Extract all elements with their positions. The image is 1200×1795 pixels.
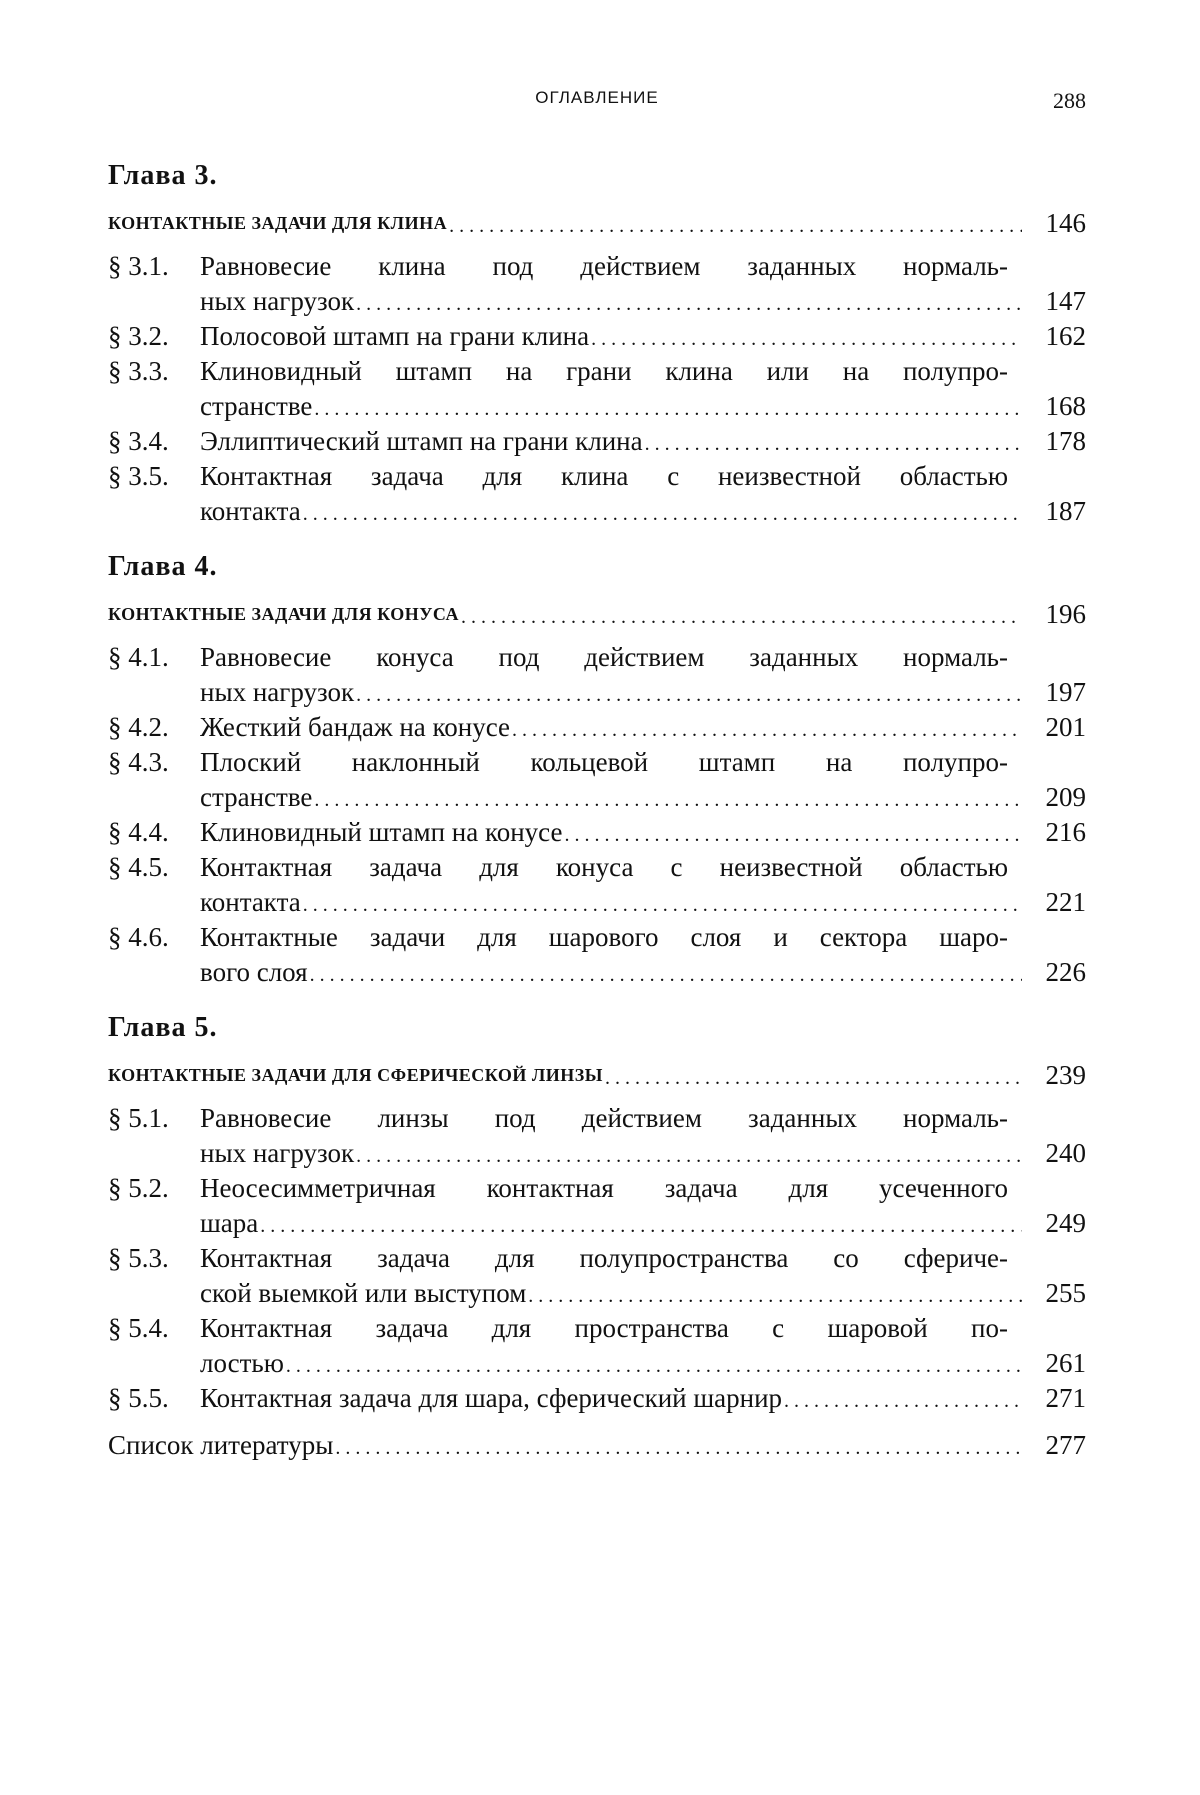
section-last-line[interactable]: [200, 1276, 1086, 1311]
section-number: § 5.4.: [108, 1313, 169, 1343]
section-continuation: [108, 1136, 1086, 1171]
section-entry[interactable]: [108, 850, 1086, 920]
dot-leader: [512, 715, 1022, 745]
section-last-line[interactable]: [200, 389, 1086, 424]
dot-leader: [286, 1351, 1022, 1381]
section-entry[interactable]: [108, 249, 1086, 319]
dot-leader: [303, 890, 1022, 920]
section-first-line: [108, 850, 1086, 885]
entry-page-number: 261: [1045, 1348, 1086, 1378]
section-number: § 4.1.: [108, 642, 169, 672]
dot-leader: [310, 960, 1022, 990]
section-entry[interactable]: [108, 710, 1086, 745]
section-first-line: [108, 640, 1086, 675]
entry-title: ных нагрузок: [200, 1138, 355, 1168]
entry-title: ных нагрузок: [200, 286, 355, 316]
entry-page-number: 249: [1045, 1208, 1086, 1238]
section-entry[interactable]: [108, 640, 1086, 710]
dot-leader: [591, 324, 1022, 354]
section-first-line: [108, 1171, 1086, 1206]
entry-page-number: 271: [1045, 1383, 1086, 1413]
section-single-line: [108, 815, 1086, 850]
dot-leader: [784, 1386, 1022, 1416]
entry-page-number: 201: [1045, 712, 1086, 742]
dot-leader: [356, 289, 1022, 319]
section-number: § 3.4.: [108, 426, 169, 456]
section-entry[interactable]: [108, 1101, 1086, 1171]
section-number: § 5.2.: [108, 1173, 169, 1203]
entry-title: шара: [200, 1208, 259, 1238]
section-title-line1: Равновесие клина под действием заданных нормаль-: [200, 251, 1008, 281]
section-last-line[interactable]: [200, 780, 1086, 815]
entry-title: Контактная задача для шара, сферический шарнир: [200, 1383, 783, 1413]
section-entry[interactable]: [108, 459, 1086, 529]
section-first-line: [108, 354, 1086, 389]
section-first-line: [108, 745, 1086, 780]
section-last-line[interactable]: [200, 494, 1086, 529]
section-title-line1: Равновесие конуса под действием заданных нормаль-: [200, 642, 1008, 672]
chapter-title-entry[interactable]: [108, 1058, 1086, 1093]
section-continuation: [108, 780, 1086, 815]
section-number: § 3.3.: [108, 356, 169, 386]
section-entry[interactable]: [108, 354, 1086, 424]
section-continuation: [108, 675, 1086, 710]
entry-title: КОНТАКТНЫЕ ЗАДАЧИ ДЛЯ КЛИНА: [108, 213, 448, 233]
section-number: § 5.1.: [108, 1103, 169, 1133]
entry-page-number: 255: [1045, 1278, 1086, 1308]
dot-leader: [303, 499, 1022, 529]
section-title-line1: Контактная задача для пространства с шаровой по-: [200, 1313, 1008, 1343]
entry-page-number: 209: [1045, 782, 1086, 812]
section-title-line1: Контактная задача для полупространства со сфериче-: [200, 1243, 1008, 1273]
entry-title: Полосовой штамп на грани клина: [200, 321, 590, 351]
section-single-line: [108, 710, 1086, 745]
section-last-line[interactable]: [200, 955, 1086, 990]
chapter-title-entry[interactable]: [108, 206, 1086, 241]
section-number: § 3.1.: [108, 251, 169, 281]
section-first-line: [108, 249, 1086, 284]
dot-leader: [449, 211, 1022, 241]
chapter-title-entry[interactable]: [108, 597, 1086, 632]
section-first-line: [108, 1241, 1086, 1276]
entry-page-number: 187: [1045, 496, 1086, 526]
entry-title: КОНТАКТНЫЕ ЗАДАЧИ ДЛЯ СФЕРИЧЕСКОЙ ЛИНЗЫ: [108, 1065, 603, 1085]
section-continuation: [108, 1346, 1086, 1381]
section-title-line1: Клиновидный штамп на грани клина или на полупро-: [200, 356, 1008, 386]
section-title-line1: Контактные задачи для шарового слоя и сектора шаро-: [200, 922, 1008, 952]
running-head: [108, 88, 1086, 118]
section-single-line: [108, 1381, 1086, 1416]
entry-title: Жесткий бандаж на конусе: [200, 712, 510, 742]
running-title: ОГЛАВЛЕНИЕ: [535, 88, 659, 107]
section-entry[interactable]: [108, 1171, 1086, 1241]
section-entry[interactable]: [108, 1381, 1086, 1416]
section-entry[interactable]: [108, 920, 1086, 990]
section-continuation: [108, 494, 1086, 529]
section-single-line: [108, 424, 1086, 459]
entry-title: Список литературы: [108, 1430, 334, 1460]
chapter-heading: Глава 5.: [108, 1012, 218, 1043]
entry-title: лостью: [200, 1348, 284, 1378]
section-first-line: [108, 920, 1086, 955]
section-continuation: [108, 284, 1086, 319]
section-entry[interactable]: [108, 1241, 1086, 1311]
dot-leader: [356, 680, 1022, 710]
entry-title: странстве: [200, 782, 313, 812]
section-number: § 3.5.: [108, 461, 169, 491]
page-number: 288: [1053, 88, 1086, 113]
section-continuation: [108, 1276, 1086, 1311]
dot-leader: [314, 394, 1022, 424]
section-continuation: [108, 885, 1086, 920]
section-number: § 5.5.: [108, 1383, 169, 1413]
entry-title: контакта: [200, 496, 301, 526]
literature-entry[interactable]: [108, 1428, 1086, 1463]
dot-leader: [645, 429, 1022, 459]
section-number: § 3.2.: [108, 321, 169, 351]
section-continuation: [108, 955, 1086, 990]
section-entry[interactable]: [108, 319, 1086, 354]
section-title-line1: Контактная задача для клина с неизвестной областью: [200, 461, 1008, 491]
dot-leader: [605, 1063, 1022, 1093]
entry-title: Эллиптический штамп на грани клина: [200, 426, 643, 456]
section-entry[interactable]: [108, 815, 1086, 850]
section-single-line: [108, 319, 1086, 354]
section-number: § 4.4.: [108, 817, 169, 847]
section-last-line[interactable]: [200, 1136, 1086, 1171]
entry-page-number: 277: [1045, 1430, 1086, 1460]
section-last-line[interactable]: [200, 1346, 1086, 1381]
dot-leader: [356, 1141, 1022, 1171]
section-last-line[interactable]: [200, 1206, 1086, 1241]
section-number: § 4.5.: [108, 852, 169, 882]
dot-leader: [461, 602, 1022, 632]
section-number: § 4.6.: [108, 922, 169, 952]
section-title-line1: Равновесие линзы под действием заданных нормаль-: [200, 1103, 1008, 1133]
dot-leader: [564, 820, 1022, 850]
section-first-line: [108, 459, 1086, 494]
entry-page-number: 168: [1045, 391, 1086, 421]
section-last-line[interactable]: [200, 885, 1086, 920]
section-first-line: [108, 1311, 1086, 1346]
section-entry[interactable]: [108, 1311, 1086, 1381]
dot-leader: [260, 1211, 1022, 1241]
entry-title: контакта: [200, 887, 301, 917]
section-first-line: [108, 1101, 1086, 1136]
section-continuation: [108, 389, 1086, 424]
chapter-heading: Глава 4.: [108, 551, 218, 582]
entry-title: Клиновидный штамп на конусе: [200, 817, 563, 847]
section-title-line1: Плоский наклонный кольцевой штамп на полупро-: [200, 747, 1008, 777]
dot-leader: [314, 785, 1022, 815]
section-number: § 4.2.: [108, 712, 169, 742]
section-last-line[interactable]: [200, 675, 1086, 710]
section-number: § 5.3.: [108, 1243, 169, 1273]
section-entry[interactable]: [108, 745, 1086, 815]
section-title-line1: Неосесимметричная контактная задача для усеченного: [200, 1173, 1008, 1203]
entry-page-number: 197: [1045, 677, 1086, 707]
table-of-contents: [108, 158, 1086, 1463]
section-entry[interactable]: [108, 424, 1086, 459]
entry-title: КОНТАКТНЫЕ ЗАДАЧИ ДЛЯ КОНУСА: [108, 604, 460, 624]
dot-leader: [335, 1433, 1022, 1463]
entry-page-number: 239: [1045, 1060, 1086, 1090]
entry-page-number: 146: [1045, 208, 1086, 238]
section-title-line1: Контактная задача для конуса с неизвестной областью: [200, 852, 1008, 882]
entry-page-number: 216: [1045, 817, 1086, 847]
entry-page-number: 240: [1045, 1138, 1086, 1168]
entry-page-number: 147: [1045, 286, 1086, 316]
chapter-heading: Глава 3.: [108, 160, 218, 191]
entry-page-number: 178: [1045, 426, 1086, 456]
entry-page-number: 221: [1045, 887, 1086, 917]
section-number: § 4.3.: [108, 747, 169, 777]
entry-title: странстве: [200, 391, 313, 421]
entry-title: ской выемкой или выступом: [200, 1278, 527, 1308]
entry-page-number: 162: [1045, 321, 1086, 351]
entry-title: ных нагрузок: [200, 677, 355, 707]
entry-page-number: 226: [1045, 957, 1086, 987]
entry-page-number: 196: [1045, 599, 1086, 629]
section-last-line[interactable]: [200, 284, 1086, 319]
dot-leader: [528, 1281, 1022, 1311]
section-continuation: [108, 1206, 1086, 1241]
entry-title: вого слоя: [200, 957, 308, 987]
